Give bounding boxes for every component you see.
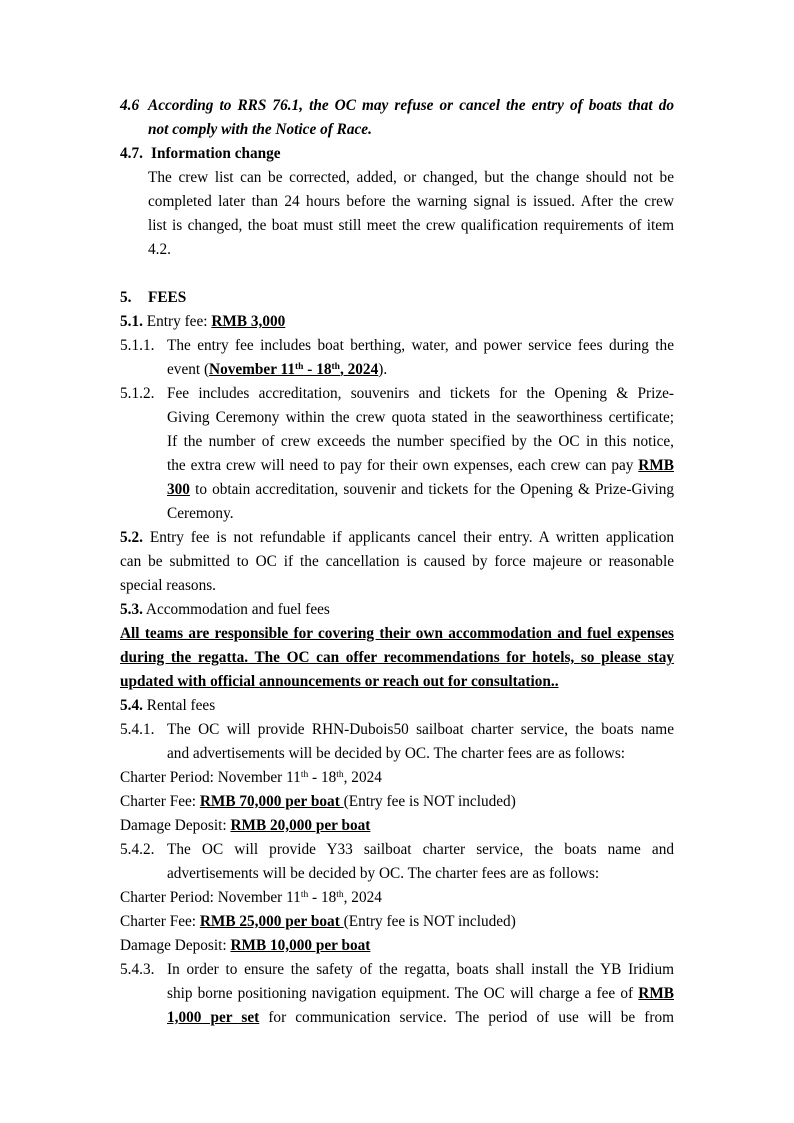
section-5-4-3-line-3 bbox=[167, 1008, 674, 1028]
section-5-1-number: 5.1. bbox=[120, 313, 143, 330]
extra-crew-fee-currency: RMB bbox=[638, 457, 674, 474]
section-5-3-notice-line-2: during the regatta. The OC can offer recommendations for hotels, so please stay bbox=[120, 649, 674, 666]
section-5-4-2-number: 5.4.2. bbox=[120, 841, 155, 858]
section-5-2-number: 5.2. bbox=[120, 529, 143, 546]
y33-period-suffix-1: th bbox=[300, 890, 309, 900]
section-5-2-line-3: special reasons. bbox=[120, 577, 216, 594]
dubois-deposit-amount: RMB 20,000 per boat bbox=[230, 817, 371, 834]
dubois-damage-deposit bbox=[120, 816, 674, 836]
section-5-4-1-line-1: The OC will provide RHN-Dubois50 sailboat charter service, the boats name bbox=[167, 721, 674, 738]
extra-crew-text: the extra crew will need to pay for their own expenses, each crew can pay bbox=[167, 457, 639, 474]
section-5-4-3-number: 5.4.3. bbox=[120, 961, 155, 978]
section-5-4-2-line-2: advertisements will be decided by OC. The charter fees are as follows: bbox=[167, 865, 600, 882]
section-4-6-line-2: not comply with the Notice of Race. bbox=[148, 121, 372, 138]
section-5-1-2-line-1: Fee includes accreditation, souvenirs and tickets for the Opening & Prize- bbox=[167, 385, 674, 402]
entry-fee-amount: RMB 3,000 bbox=[211, 313, 286, 330]
section-4-7-title: Information change bbox=[151, 145, 281, 162]
section-5-4-3-line-1: In order to ensure the safety of the regatta, boats shall install the YB Iridium bbox=[167, 961, 674, 978]
y33-fee-note: (Entry fee is NOT included) bbox=[343, 913, 516, 930]
y33-period-end: - 18 bbox=[308, 889, 337, 906]
section-5-2-text-1: Entry fee is not refundable if applicants cancel their entry. A written application bbox=[142, 529, 674, 546]
event-date-start: November 11 bbox=[209, 361, 296, 378]
section-4-7-line-4: 4.2. bbox=[148, 241, 171, 258]
section-4-7-line-2: completed later than 24 hours before the warning signal is issued. After the crew bbox=[148, 193, 674, 210]
section-5-4-1-line-2: and advertisements will be decided by OC. The charter fees are as follows: bbox=[167, 745, 626, 762]
section-5-1-2-number: 5.1.2. bbox=[120, 385, 155, 402]
event-paren-open: event ( bbox=[167, 361, 210, 378]
dubois-period-suffix-2: th bbox=[336, 770, 344, 780]
section-5-2-line-2: can be submitted to OC if the cancellation is caused by force majeure or reasonable bbox=[120, 553, 674, 570]
y33-fee-label: Charter Fee: bbox=[120, 913, 200, 930]
section-5-3-heading bbox=[120, 600, 674, 620]
section-5-4-number: 5.4. bbox=[120, 697, 143, 714]
y33-charter-fee bbox=[120, 912, 674, 932]
y33-period-start: Charter Period: November 11 bbox=[120, 889, 301, 906]
dubois-period-end: - 18 bbox=[308, 769, 337, 786]
section-5-title: FEES bbox=[148, 289, 187, 306]
dubois-charter-period bbox=[120, 768, 674, 788]
section-5-1-2-line-5 bbox=[167, 480, 674, 500]
dubois-charter-fee bbox=[120, 792, 674, 812]
section-4-7-line-1: The crew list can be corrected, added, or changed, but the change should not be bbox=[148, 169, 674, 186]
y33-period-year: , 2024 bbox=[343, 889, 382, 906]
section-5-3-notice-line-1: All teams are responsible for covering their own accommodation and fuel expenses bbox=[120, 625, 674, 642]
section-4-6-number: 4.6 bbox=[120, 97, 140, 114]
section-5-1-1-number: 5.1.1. bbox=[120, 337, 155, 354]
section-5-4-2-line-1: The OC will provide Y33 sailboat charter service, the boats name and bbox=[167, 841, 674, 858]
event-date-range bbox=[209, 361, 378, 378]
section-4-7-line-3: list is changed, the boat must still meet the crew qualification requirements of item bbox=[148, 217, 674, 234]
section-5-4-1-number: 5.4.1. bbox=[120, 721, 155, 738]
section-5-1-1-line-2 bbox=[167, 360, 674, 380]
extra-crew-fee-text: to obtain accreditation, souvenir and tickets for the Opening & Prize-Giving bbox=[189, 481, 674, 498]
dubois-deposit-label: Damage Deposit: bbox=[120, 817, 231, 834]
section-4-7-number: 4.7. bbox=[120, 145, 143, 162]
section-5-1-2-line-6: Ceremony. bbox=[167, 505, 234, 522]
event-date-suffix-2: th bbox=[331, 362, 340, 372]
event-date-end: - 18 bbox=[303, 361, 332, 378]
y33-deposit-amount: RMB 10,000 per boat bbox=[230, 937, 371, 954]
section-5-1-2-line-3: If the number of crew exceeds the number specified by the OC in this notice, bbox=[167, 433, 674, 450]
section-5-1-1-line-1: The entry fee includes boat berthing, water, and power service fees during the bbox=[167, 337, 674, 354]
section-5-4-title: Rental fees bbox=[142, 697, 216, 714]
tracker-fee-period-text: for communication service. The period of use will be from bbox=[259, 1009, 674, 1026]
section-5-1-2-line-4 bbox=[167, 456, 674, 476]
section-5-3-title: Accommodation and fuel fees bbox=[142, 601, 330, 618]
section-5-number: 5. bbox=[120, 289, 132, 306]
section-5-1-2-line-2: Giving Ceremony within the crew quota stated in the seaworthiness certificate; bbox=[167, 409, 674, 426]
dubois-fee-label: Charter Fee: bbox=[120, 793, 200, 810]
event-paren-close: ). bbox=[378, 361, 388, 378]
y33-period-suffix-2: th bbox=[336, 890, 344, 900]
section-5-3-number: 5.3. bbox=[120, 601, 143, 618]
extra-crew-fee-amount: 300 bbox=[167, 481, 190, 498]
event-date-suffix-1: th bbox=[295, 362, 304, 372]
dubois-period-start: Charter Period: November 11 bbox=[120, 769, 301, 786]
y33-deposit-label: Damage Deposit: bbox=[120, 937, 231, 954]
tracker-fee-text: ship borne positioning navigation equipment. The OC will charge a fee of bbox=[167, 985, 639, 1002]
section-5-4-3-line-2 bbox=[167, 984, 674, 1004]
section-5-2-line-1 bbox=[120, 528, 674, 548]
event-date-year: , 2024 bbox=[339, 361, 379, 378]
tracker-fee-amount: 1,000 per set bbox=[167, 1009, 260, 1026]
dubois-fee-amount: RMB 70,000 per boat bbox=[199, 793, 344, 810]
section-4-6-line-1: According to RRS 76.1, the OC may refuse or cancel the entry of boats that do bbox=[148, 97, 674, 114]
y33-charter-period bbox=[120, 888, 674, 908]
dubois-period-suffix-1: th bbox=[300, 770, 309, 780]
y33-fee-amount: RMB 25,000 per boat bbox=[199, 913, 344, 930]
tracker-fee-currency: RMB bbox=[638, 985, 674, 1002]
y33-damage-deposit bbox=[120, 936, 674, 956]
dubois-period-year: , 2024 bbox=[343, 769, 382, 786]
section-5-1-line bbox=[120, 312, 285, 332]
section-5-1-label: Entry fee: bbox=[146, 313, 212, 330]
dubois-fee-note: (Entry fee is NOT included) bbox=[343, 793, 516, 810]
section-5-4-heading bbox=[120, 696, 674, 716]
section-5-3-notice-line-3: updated with official announcements or reach out for consultation.. bbox=[120, 673, 559, 690]
